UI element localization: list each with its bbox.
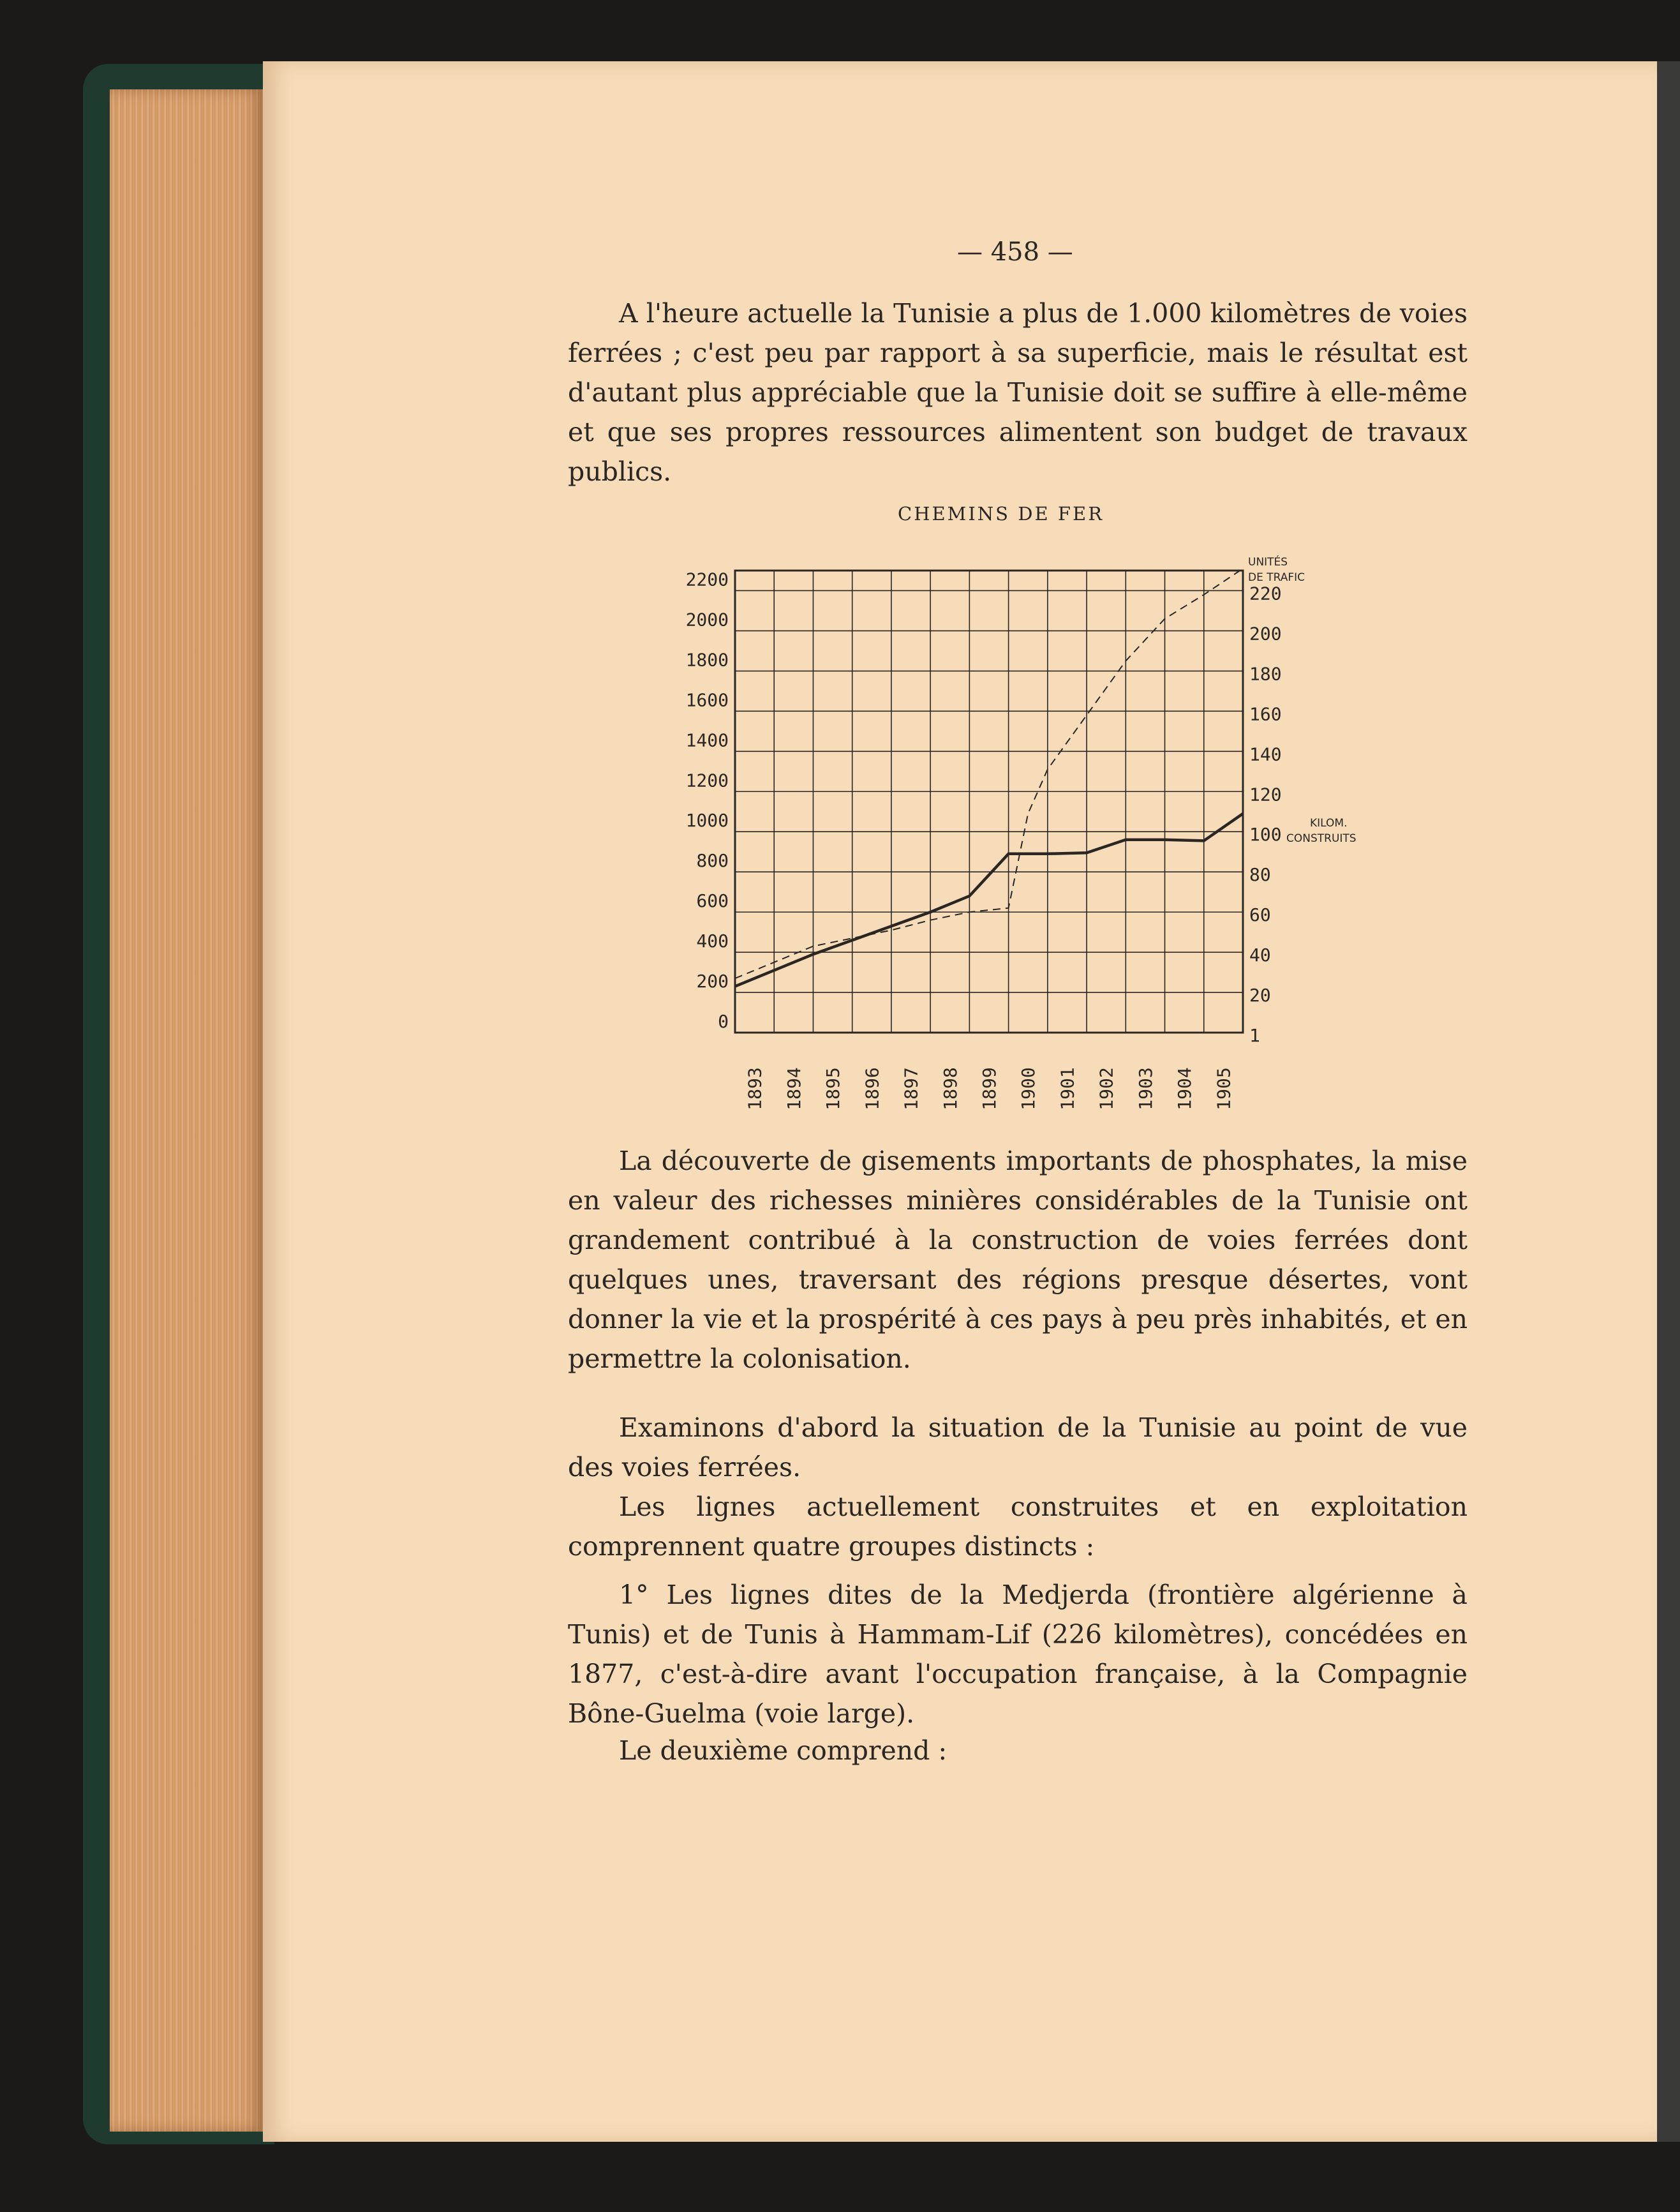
left-tick-label: 1000 (685, 810, 729, 832)
paragraph-3: Examinons d'abord la situation de la Tunisie au point de vue des voies ferrées. (568, 1412, 1468, 1483)
series-label: CONSTRUITS (1286, 832, 1357, 846)
left-tick-label: 800 (696, 850, 729, 872)
right-axis (1248, 555, 1357, 1046)
paragraph-6: Le deuxième comprend : (619, 1735, 948, 1766)
x-tick-label: 1899 (979, 1067, 1000, 1110)
left-tick-label: 1600 (685, 689, 729, 711)
left-tick-label: 1200 (685, 770, 729, 791)
right-tick-label: 200 (1249, 623, 1282, 645)
right-tick-label: 40 (1249, 945, 1271, 966)
right-tick-label: 160 (1249, 703, 1282, 725)
x-tick-label: 1894 (783, 1067, 805, 1110)
right-tick-label: 100 (1249, 824, 1282, 846)
paragraph-2: La découverte de gisements importants de phosphates, la mise en valeur des richesses minières considérables de la Tunisie ont grandement contribué à la construction de voies ferrées dont quelques unes, traversant des régions presque désertes, vont donner la vie et la prospérité à ces pays à peu près inhabités, et en permettre la colonisation. (568, 1146, 1468, 1374)
right-tick-label: 1 (1249, 1025, 1260, 1046)
page-number: — 458 — (957, 237, 1073, 267)
left-tick-label: 600 (696, 890, 729, 912)
series-label: KILOM. (1310, 817, 1348, 830)
x-tick-label: 1904 (1174, 1067, 1196, 1110)
right-tick-label: 180 (1249, 663, 1282, 685)
right-tick-label: 120 (1249, 784, 1282, 805)
x-tick-label: 1898 (939, 1067, 961, 1110)
x-tick-label: 1896 (861, 1067, 883, 1110)
left-tick-label: 0 (718, 1011, 729, 1032)
chart-grid (735, 571, 1243, 1033)
x-tick-label: 1905 (1213, 1067, 1235, 1110)
series-km-line (735, 814, 1243, 987)
right-axis-title: DE TRAFIC (1248, 571, 1305, 584)
left-tick-label: 2200 (685, 569, 729, 590)
right-tick-label: 220 (1249, 583, 1282, 604)
right-axis-title: UNITÉS (1248, 556, 1288, 569)
right-tick-label: 60 (1249, 904, 1271, 926)
x-axis (745, 1067, 1235, 1110)
right-tick-label: 80 (1249, 864, 1271, 886)
left-tick-label: 1800 (685, 649, 729, 671)
left-tick-label: 400 (696, 930, 729, 952)
right-tick-label: 20 (1249, 985, 1271, 1006)
paragraph-4: Les lignes actuellement construites et en exploitation comprennent quatre groupes distincts : (568, 1491, 1468, 1562)
x-tick-label: 1897 (900, 1067, 922, 1110)
left-tick-label: 200 (696, 971, 729, 992)
x-tick-label: 1902 (1096, 1067, 1117, 1110)
chart-title: CHEMINS DE FER (898, 503, 1104, 525)
left-tick-label: 2000 (685, 609, 729, 631)
left-axis (686, 569, 729, 1032)
paragraph-5: 1° Les lignes dites de la Medjerda (frontière algérienne à Tunis) et de Tunis à Hammam-Lif (226 kilomètres), concédées en 1877, c'est-à-dire avant l'occupation française, à la Compagnie Bône-Guelma (voie large). (568, 1580, 1468, 1729)
left-tick-label: 1400 (685, 729, 729, 751)
series-traffic-line (735, 569, 1243, 978)
x-tick-label: 1895 (822, 1067, 844, 1110)
x-tick-label: 1903 (1134, 1067, 1156, 1110)
right-tick-label: 140 (1249, 744, 1282, 765)
x-tick-label: 1900 (1018, 1067, 1039, 1110)
paragraph-1: A l'heure actuelle la Tunisie a plus de 1.000 kilomètres de voies ferrées ; c'est peu par rapport à sa superficie, mais le résultat est d'autant plus appréciable que la Tunisie doit se suffire à elle-même et que ses propres ressources alimentent son budget de travaux publics. (568, 298, 1468, 487)
x-tick-label: 1893 (744, 1067, 766, 1110)
plot-frame (735, 571, 1243, 1033)
x-tick-label: 1901 (1057, 1067, 1078, 1110)
